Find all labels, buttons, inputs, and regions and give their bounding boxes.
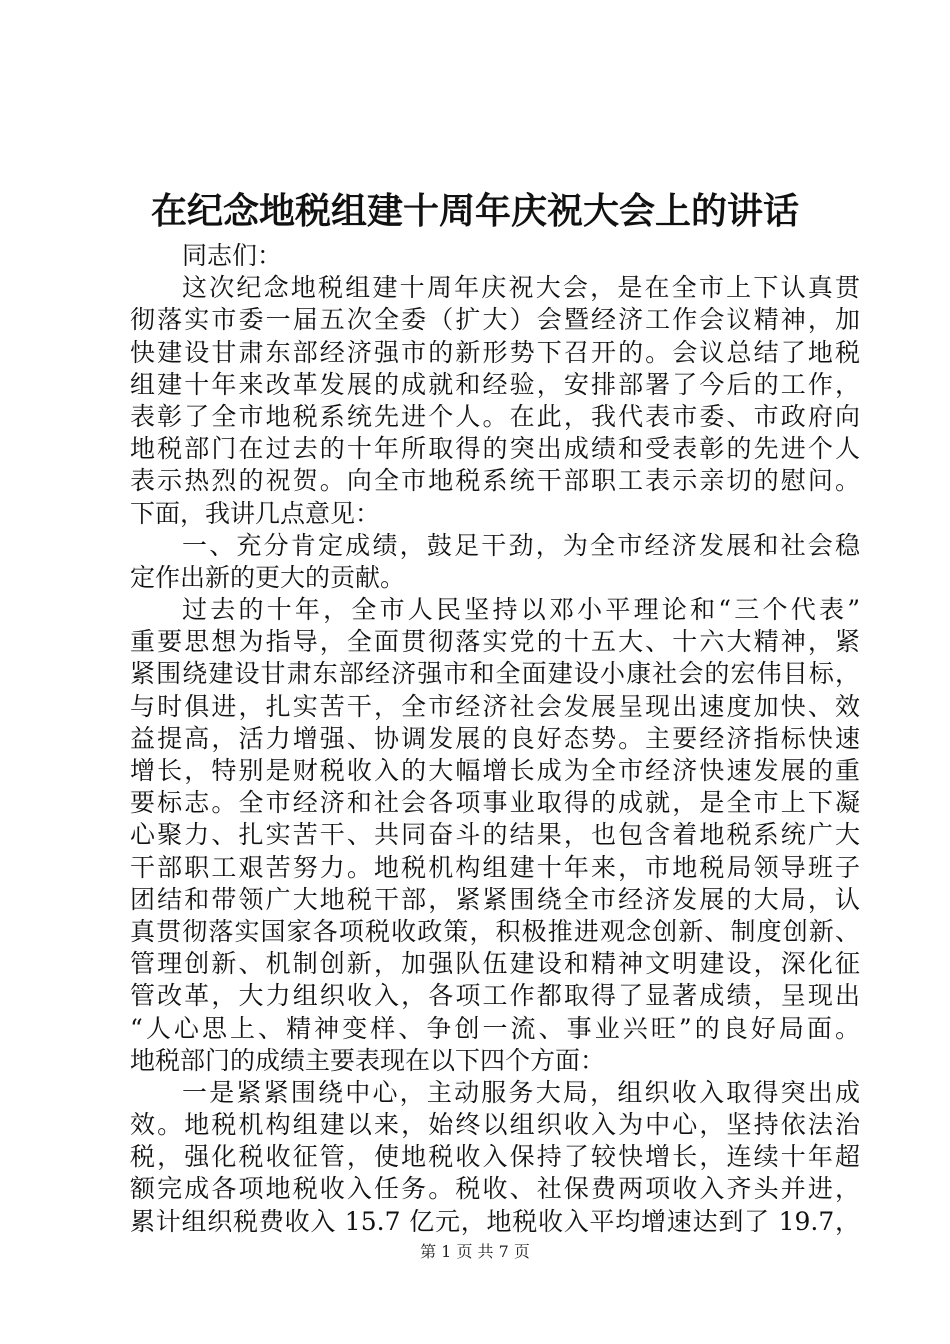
paragraph-line: 真贯彻落实国家各项税收政策，积极推进观念创新、制度创新、 xyxy=(130,916,860,946)
paragraph-line: 表彰了全市地税系统先进个人。在此，我代表市委、市政府向 xyxy=(130,401,860,431)
paragraph-line: 心聚力、扎实苦干、共同奋斗的结果，也包含着地税系统广大 xyxy=(130,820,860,850)
paragraph-line: 税，强化税收征管，使地税收入保持了较快增长，连续十年超 xyxy=(130,1142,860,1172)
paragraph-line: 组建十年来改革发展的成就和经验，安排部署了今后的工作， xyxy=(130,369,860,399)
document-title: 在纪念地税组建十周年庆祝大会上的讲话 xyxy=(150,190,799,232)
paragraph-line: 效。地税机构组建以来，始终以组织收入为中心，坚持依法治 xyxy=(130,1110,860,1140)
paragraph-line: 管理创新、机制创新，加强队伍建设和精神文明建设，深化征 xyxy=(130,949,860,979)
paragraph-line: 益提高，活力增强、协调发展的良好态势。主要经济指标快速 xyxy=(130,723,860,753)
paragraph-line: 增长，特别是财税收入的大幅增长成为全市经济快速发展的重 xyxy=(130,756,860,785)
page-number-footer: 第 1 页 共 7 页 xyxy=(420,1242,530,1261)
paragraph-line: 地税部门在过去的十年所取得的突出成绩和受表彰的先进个人 xyxy=(130,434,860,464)
paragraph-line: 与时俱进，扎实苦干，全市经济社会发展呈现出速度加快、效 xyxy=(130,691,860,721)
paragraph-line: 过去的十年，全市人民坚持以邓小平理论和“三个代表” xyxy=(182,595,860,625)
paragraph-line: 一是紧紧围绕中心，主动服务大局，组织收入取得突出成 xyxy=(182,1077,860,1107)
paragraph-line: 重要思想为指导，全面贯彻落实党的十五大、十六大精神，紧 xyxy=(130,627,860,657)
paragraph-line: 额完成各项地税收入任务。税收、社保费两项收入齐头并进， xyxy=(130,1174,860,1204)
paragraph-line: 表示热烈的祝贺。向全市地税系统干部职工表示亲切的慰问。 xyxy=(130,466,860,496)
paragraph-line: 地税部门的成绩主要表现在以下四个方面： xyxy=(130,1045,606,1075)
salutation-line: 同志们： xyxy=(182,241,283,270)
paragraph-line: 下面，我讲几点意见： xyxy=(130,498,381,528)
paragraph-line: 要标志。全市经济和社会各项事业取得的成就，是全市上下凝 xyxy=(130,788,860,818)
paragraph-line: 管改革，大力组织收入，各项工作都取得了显著成绩，呈现出 xyxy=(130,981,860,1011)
section-heading-line: 一、充分肯定成绩，鼓足干劲，为全市经济发展和社会稳 xyxy=(182,530,860,560)
paragraph-line: 干部职工艰苦努力。地税机构组建十年来，市地税局领导班子 xyxy=(130,852,860,882)
paragraph-line: “人心思上、精神变样、争创一流、事业兴旺”的良好局面。 xyxy=(130,1013,860,1043)
paragraph-line: 彻落实市委一届五次全委（扩大）会暨经济工作会议精神，加 xyxy=(130,305,860,335)
document-body xyxy=(130,240,860,1238)
paragraph-line: 紧围绕建设甘肃东部经济强市和全面建设小康社会的宏伟目标， xyxy=(130,659,860,689)
paragraph-line: 累计组织税费收入 15.7 亿元，地税收入平均增速达到了 19.7， xyxy=(130,1206,860,1236)
paragraph-line: 快建设甘肃东部经济强市的新形势下召开的。会议总结了地税 xyxy=(130,337,860,367)
section-heading-line: 定作出新的更大的贡献。 xyxy=(130,562,406,592)
paragraph-line: 团结和带领广大地税干部，紧紧围绕全市经济发展的大局，认 xyxy=(130,884,860,914)
paragraph-line: 这次纪念地税组建十周年庆祝大会，是在全市上下认真贯 xyxy=(182,273,860,303)
